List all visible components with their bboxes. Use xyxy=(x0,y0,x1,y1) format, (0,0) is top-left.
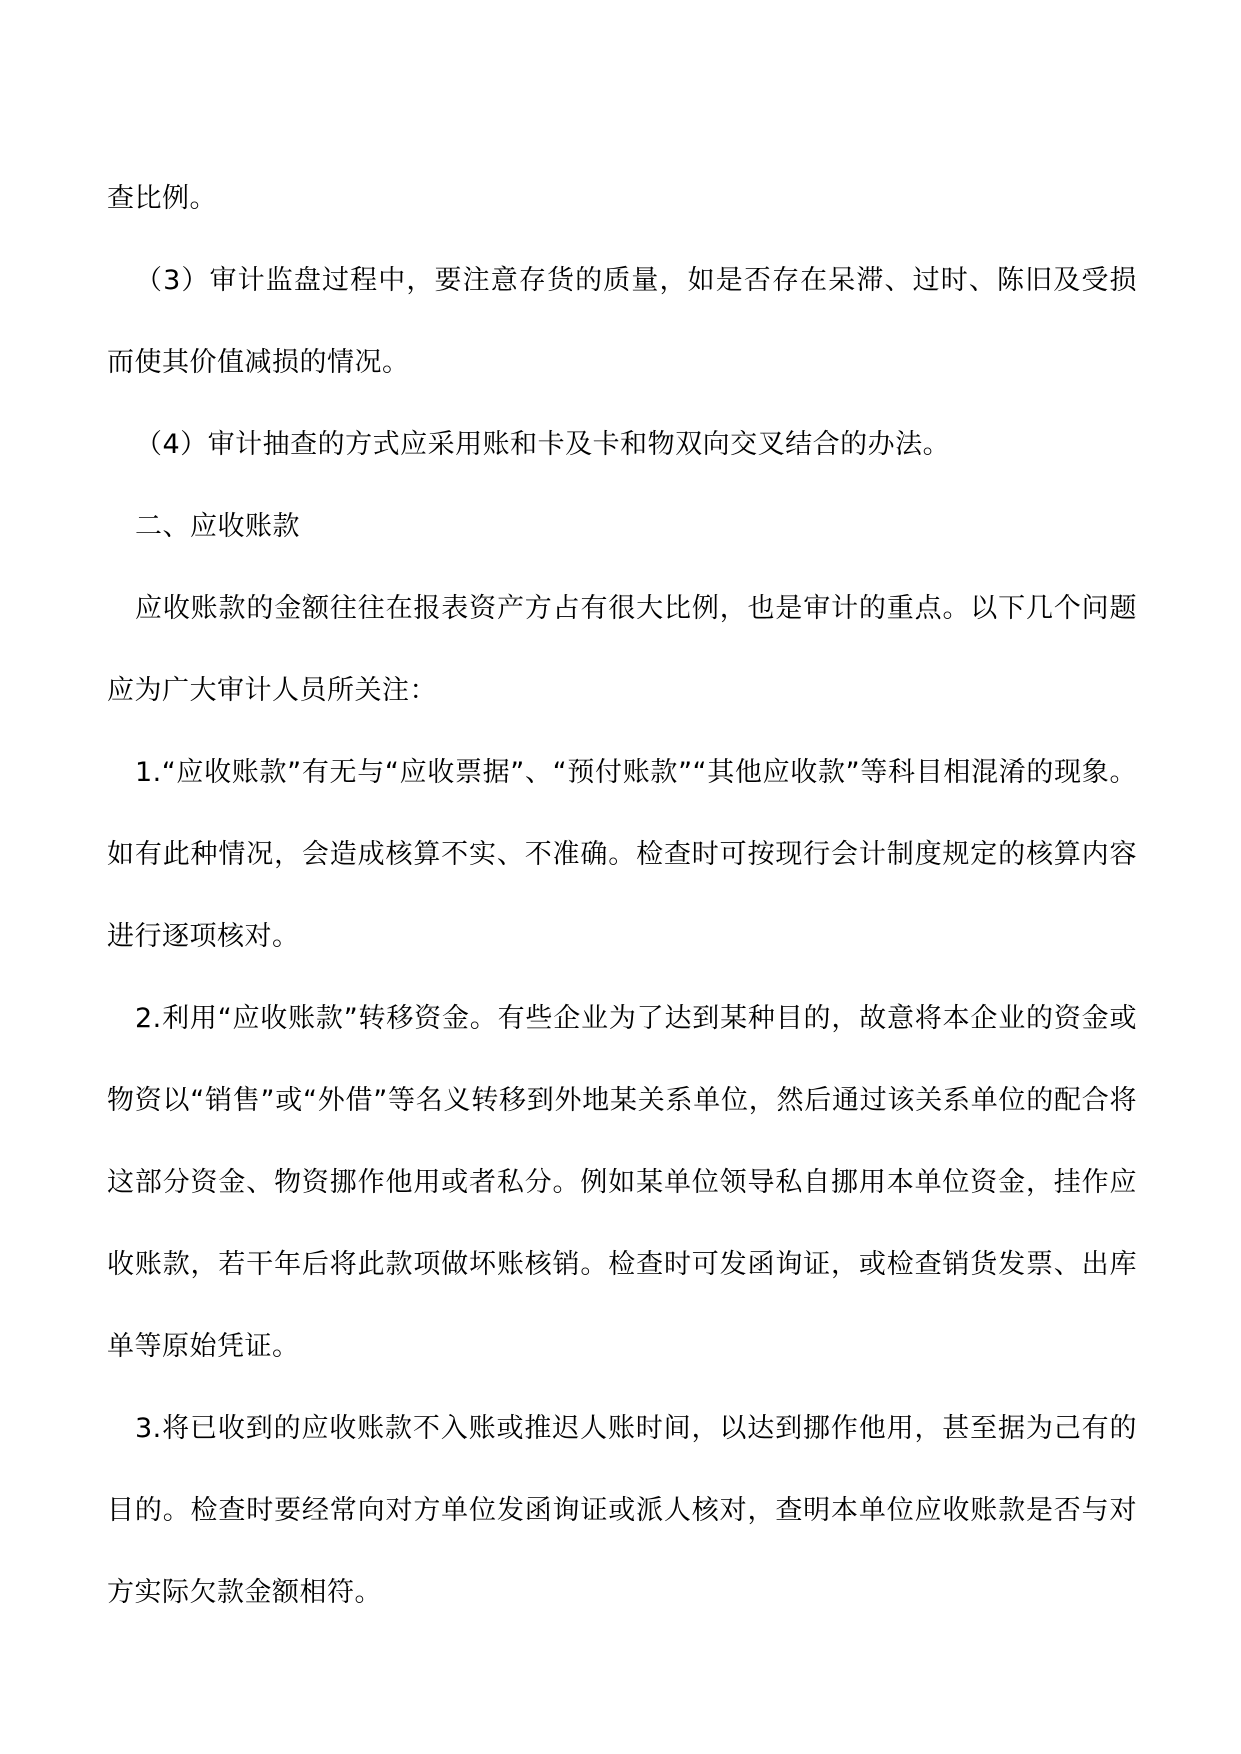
paragraph-point-1: 1.“应收账款”有无与“应收票据”、“预付账款”“其他应收款”等科目相混淆的现象。如有此种情况，会造成核算不实、不准确。检查时可按现行会计制度规定的核算内容进行逐项核对。 xyxy=(107,757,1137,952)
paragraph-item-4: （4）审计抽查的方式应采用账和卡及卡和物双向交叉结合的办法。 xyxy=(135,429,951,460)
paragraph-intro: 应收账款的金额往往在报表资产方占有很大比例，也是审计的重点。以下几个问题应为广大审计人员所关注： xyxy=(107,593,1137,706)
document-body xyxy=(107,158,1137,1634)
section-heading-receivables: 二、应收账款 xyxy=(135,511,300,542)
paragraph-item-3: （3）审计监盘过程中，要注意存货的质量，如是否存在呆滞、过时、陈旧及受损而使其价值减损的情况。 xyxy=(107,265,1137,378)
paragraph-point-3: 3.将已收到的应收账款不入账或推迟人账时间，以达到挪作他用，甚至据为己有的目的。检查时要经常向对方单位发函询证或派人核对，查明本单位应收账款是否与对方实际欠款金额相符。 xyxy=(107,1413,1137,1608)
paragraph-point-2: 2.利用“应收账款”转移资金。有些企业为了达到某种目的，故意将本企业的资金或物资以“销售”或“外借”等名义转移到外地某关系单位，然后通过该关系单位的配合将这部分资金、物资挪作他用或者私分。例如某单位领导私自挪用本单位资金，挂作应收账款，若干年后将此款项做坏账核销。检查时可发函询证，或检查销货发票、出库单等原始凭证。 xyxy=(107,1003,1137,1362)
paragraph-continuation: 查比例。 xyxy=(107,183,217,214)
